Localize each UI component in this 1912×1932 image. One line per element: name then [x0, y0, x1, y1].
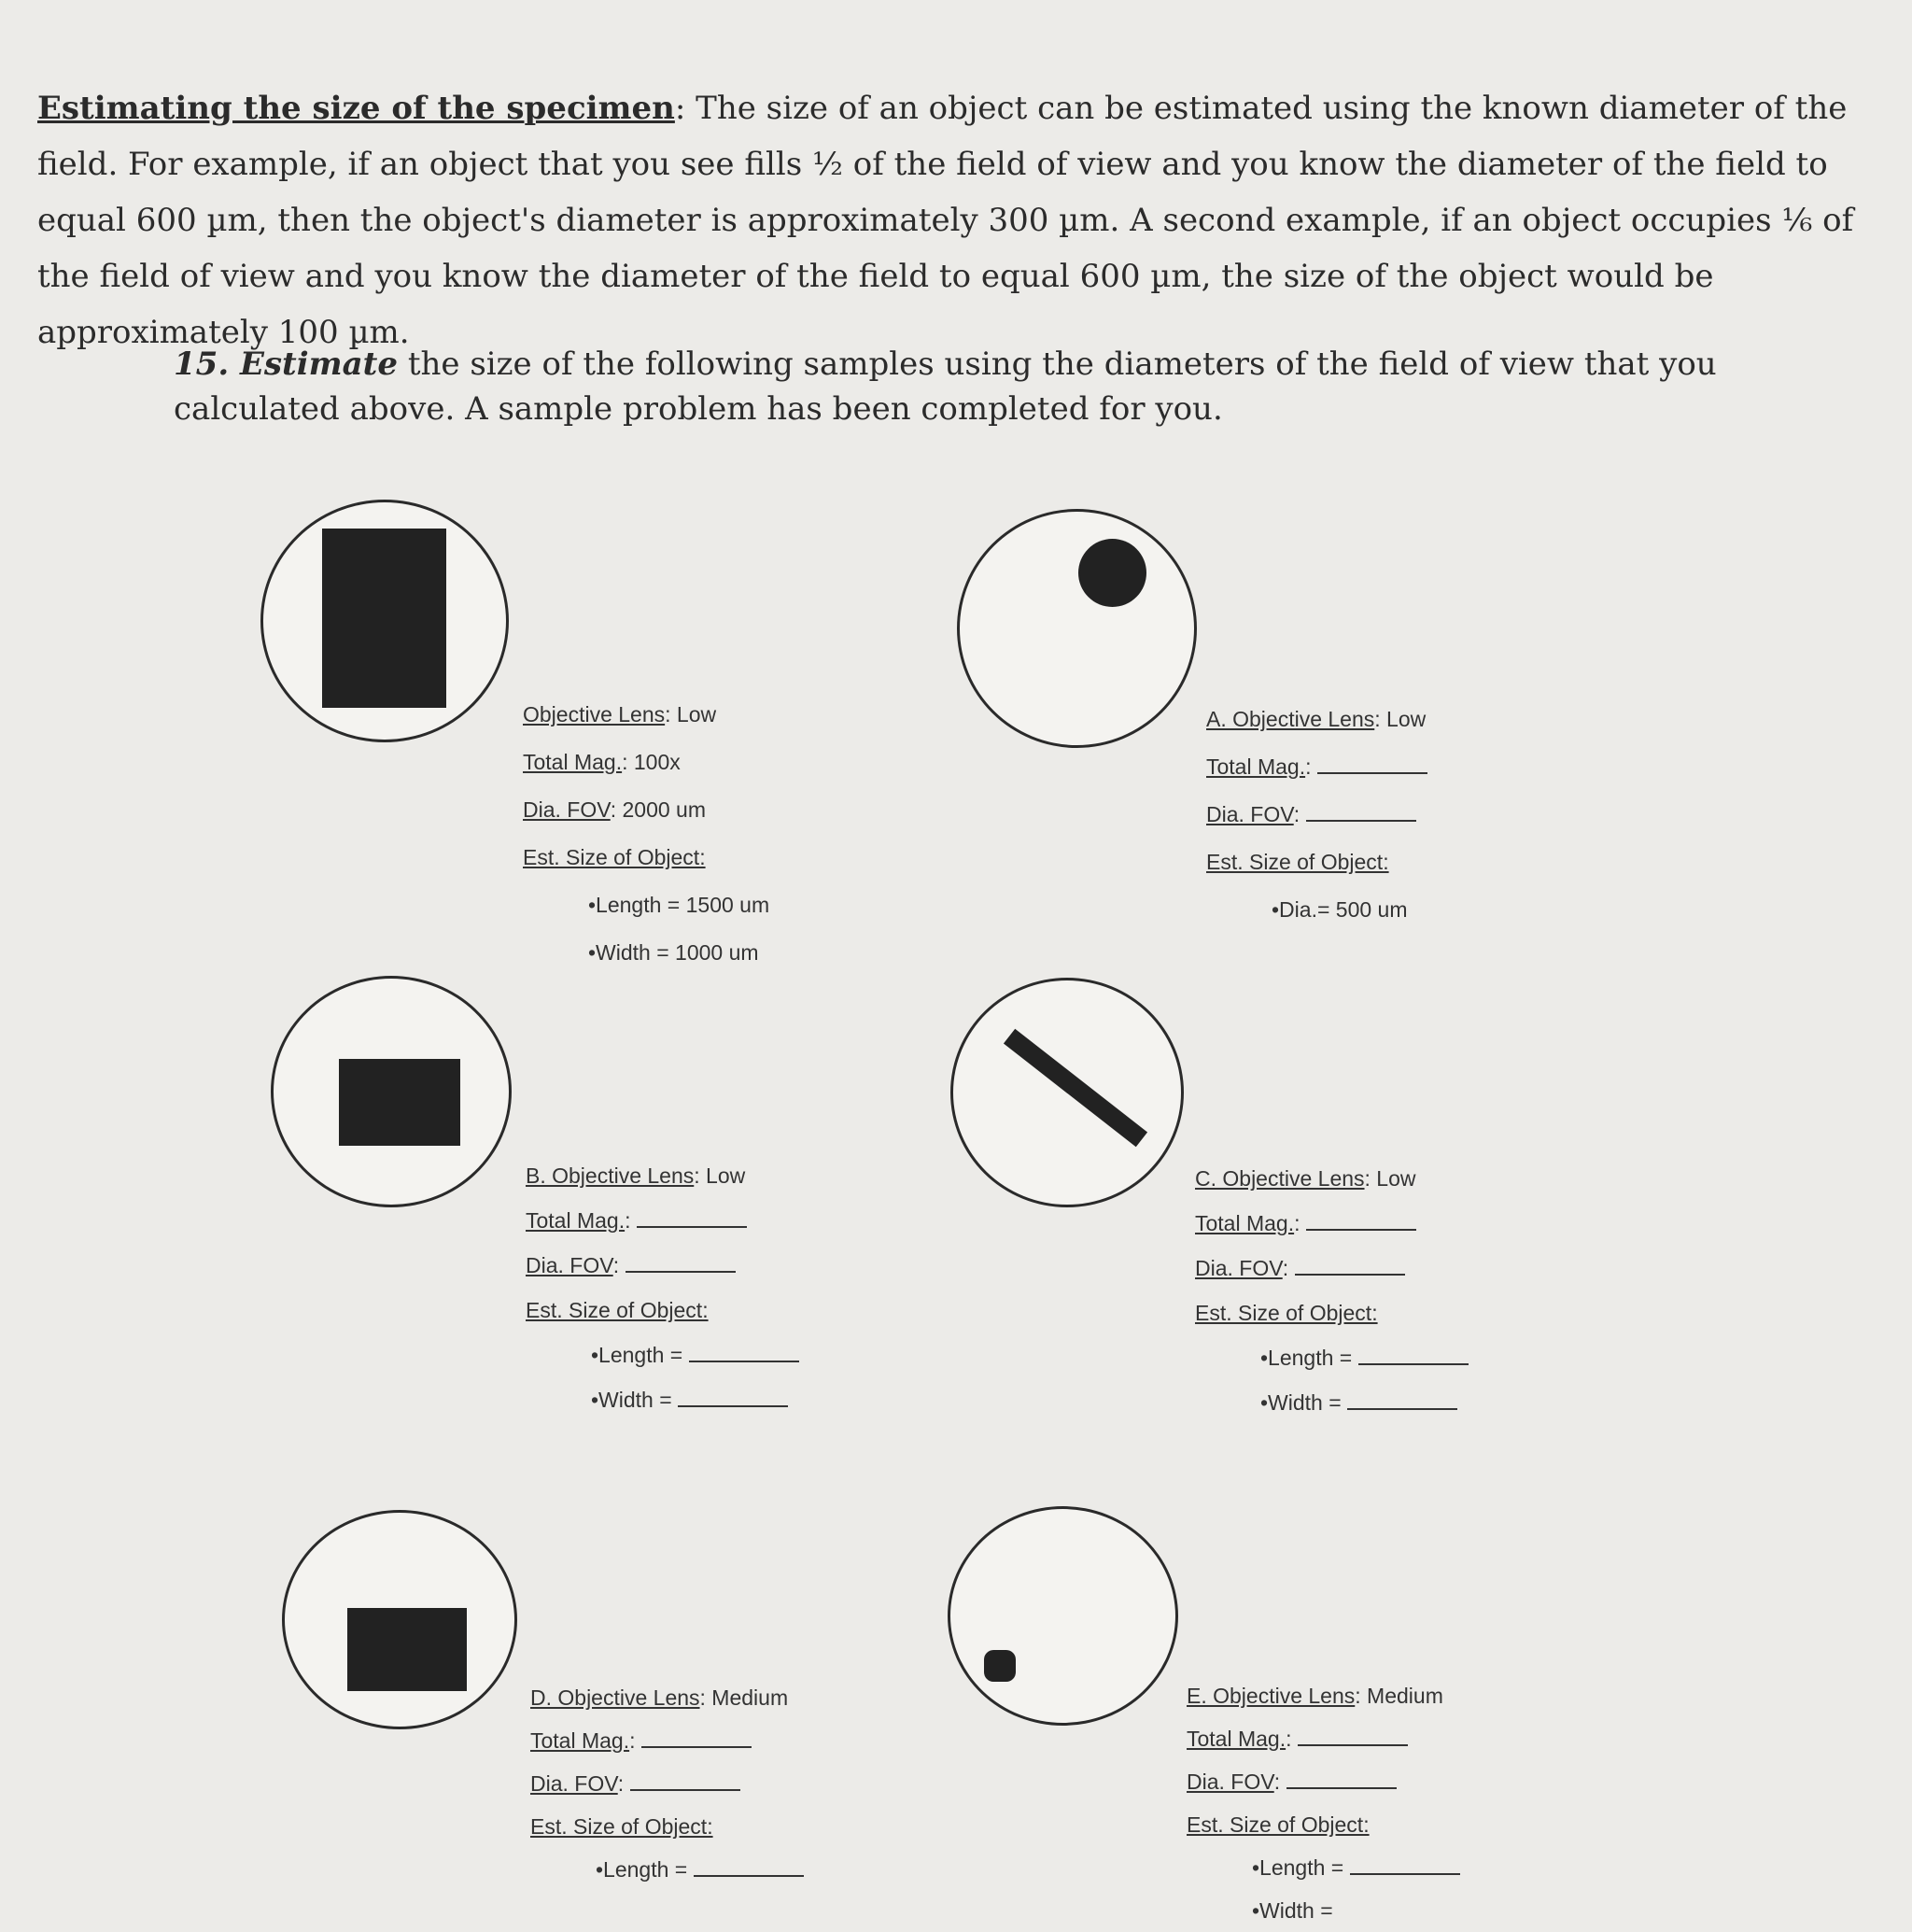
- example-width: •Width = 1000 um: [588, 940, 759, 965]
- c-width-blank[interactable]: [1347, 1391, 1457, 1410]
- d-fov-label: Dia. FOV: [530, 1771, 618, 1796]
- d-length-blank[interactable]: [694, 1858, 804, 1877]
- a-objective-label: A. Objective Lens: [1206, 707, 1375, 731]
- example-objective-label: Objective Lens: [523, 702, 666, 726]
- a-fov-blank[interactable]: [1306, 803, 1416, 822]
- c-fov-label: Dia. FOV: [1195, 1256, 1283, 1280]
- c-length: [1195, 1335, 1469, 1380]
- c-width: [1195, 1380, 1469, 1425]
- c-width-label: •Width =: [1260, 1390, 1342, 1415]
- e-objective-label: E. Objective Lens: [1187, 1684, 1356, 1708]
- e-hexagon-specimen: [984, 1650, 1016, 1682]
- question-number: 15. Estimate: [174, 346, 399, 383]
- c-mag-blank[interactable]: [1306, 1212, 1416, 1231]
- c-size-label: Est. Size of Object:: [1195, 1301, 1378, 1325]
- d-objective-value: : Medium: [699, 1685, 789, 1710]
- d-mag-blank[interactable]: [641, 1729, 752, 1748]
- question-15: [174, 342, 1854, 431]
- example-fov-label: Dia. FOV: [523, 797, 611, 822]
- e-length-label: •Length =: [1252, 1855, 1344, 1880]
- d-rectangle-specimen: [347, 1608, 467, 1691]
- example-length: •Length = 1500 um: [588, 893, 770, 917]
- a-mag-blank[interactable]: [1317, 755, 1427, 774]
- b-objective-label: B. Objective Lens: [526, 1163, 695, 1188]
- c-length-label: •Length =: [1260, 1346, 1353, 1370]
- example-mag-value: : 100x: [622, 750, 681, 774]
- b-length-blank[interactable]: [689, 1344, 799, 1362]
- e-objective-value: : Medium: [1355, 1684, 1443, 1708]
- d-mag-label: Total Mag.: [530, 1728, 630, 1753]
- a-size-label: Est. Size of Object:: [1206, 850, 1389, 874]
- b-width: [526, 1377, 799, 1422]
- c-objective-label: C. Objective Lens: [1195, 1166, 1365, 1191]
- b-mag-label: Total Mag.: [526, 1208, 626, 1233]
- a-field-of-view: [957, 509, 1197, 748]
- a-circle-specimen: [1078, 539, 1146, 607]
- d-labels: D. Objective Lens: Medium Total Mag.: Dia. FOV: Est. Size of Object: •Length =: [530, 1676, 804, 1891]
- b-fov-blank[interactable]: [626, 1254, 736, 1273]
- a-objective-value: : Low: [1374, 707, 1427, 731]
- b-width-label: •Width =: [591, 1388, 672, 1412]
- b-rectangle-specimen: [339, 1059, 460, 1146]
- d-objective-label: D. Objective Lens: [530, 1685, 700, 1710]
- c-labels: C. Objective Lens: Low Total Mag.: Dia. FOV: Est. Size of Object: •Length = •Width =: [1195, 1156, 1469, 1425]
- e-size-label: Est. Size of Object:: [1187, 1812, 1370, 1837]
- d-size-label: Est. Size of Object:: [530, 1814, 713, 1839]
- b-length-label: •Length =: [591, 1343, 683, 1367]
- b-length: [526, 1333, 799, 1377]
- e-length: [1187, 1846, 1460, 1889]
- example-size-label: Est. Size of Object:: [523, 845, 706, 869]
- b-objective-value: : Low: [694, 1163, 746, 1188]
- c-length-blank[interactable]: [1358, 1347, 1469, 1365]
- example-mag-label: Total Mag.: [523, 750, 623, 774]
- e-field-of-view: [948, 1506, 1178, 1726]
- a-mag-label: Total Mag.: [1206, 754, 1306, 779]
- a-fov-label: Dia. FOV: [1206, 802, 1294, 826]
- c-mag-label: Total Mag.: [1195, 1211, 1295, 1235]
- c-objective-value: : Low: [1364, 1166, 1416, 1191]
- intro-paragraph: [37, 80, 1886, 360]
- d-length: [530, 1848, 804, 1891]
- b-labels: B. Objective Lens: Low Total Mag.: Dia. FOV: Est. Size of Object: •Length = •Width =: [526, 1153, 799, 1422]
- e-mag-label: Total Mag.: [1187, 1727, 1286, 1751]
- intro-heading: Estimating the size of the specimen: [37, 90, 675, 127]
- e-labels: E. Objective Lens: Medium Total Mag.: Dia. FOV: Est. Size of Object: •Length = •Width =: [1187, 1674, 1460, 1932]
- e-width: •Width =: [1252, 1898, 1333, 1923]
- b-width-blank[interactable]: [678, 1389, 788, 1407]
- example-labels: [523, 691, 769, 977]
- question-text: the size of the following samples using the diameters of the field of view that you calculated above. A sample problem has been completed for you.: [174, 346, 1717, 428]
- intro-text: : The size of an object can be estimated using the known diameter of the field. For example, if an object that you see fills ½ of the field of view and you know the diameter of the field to equal 600 µm, then the object's diameter is approximately 300 µm. A second example, if an object occupies ⅙ of the field of view and you know the diameter of the field to equal 600 µm, the size of the object would be approximately 100 µm.: [37, 90, 1854, 351]
- a-dia: •Dia.= 500 um: [1272, 897, 1408, 922]
- example-rectangle-specimen: [322, 529, 446, 708]
- b-fov-label: Dia. FOV: [526, 1253, 613, 1277]
- a-labels: A. Objective Lens: Low Total Mag.: Dia. FOV: Est. Size of Object: •Dia.= 500 um: [1206, 696, 1427, 934]
- example-fov-value: : 2000 um: [610, 797, 707, 822]
- b-size-label: Est. Size of Object:: [526, 1298, 709, 1322]
- b-mag-blank[interactable]: [637, 1209, 747, 1228]
- d-fov-blank[interactable]: [630, 1772, 740, 1791]
- e-fov-blank[interactable]: [1286, 1770, 1397, 1789]
- d-length-label: •Length =: [596, 1857, 688, 1882]
- c-fov-blank[interactable]: [1295, 1257, 1405, 1276]
- e-fov-label: Dia. FOV: [1187, 1770, 1274, 1794]
- example-objective-value: : Low: [665, 702, 717, 726]
- e-length-blank[interactable]: [1350, 1856, 1460, 1875]
- e-mag-blank[interactable]: [1298, 1728, 1408, 1746]
